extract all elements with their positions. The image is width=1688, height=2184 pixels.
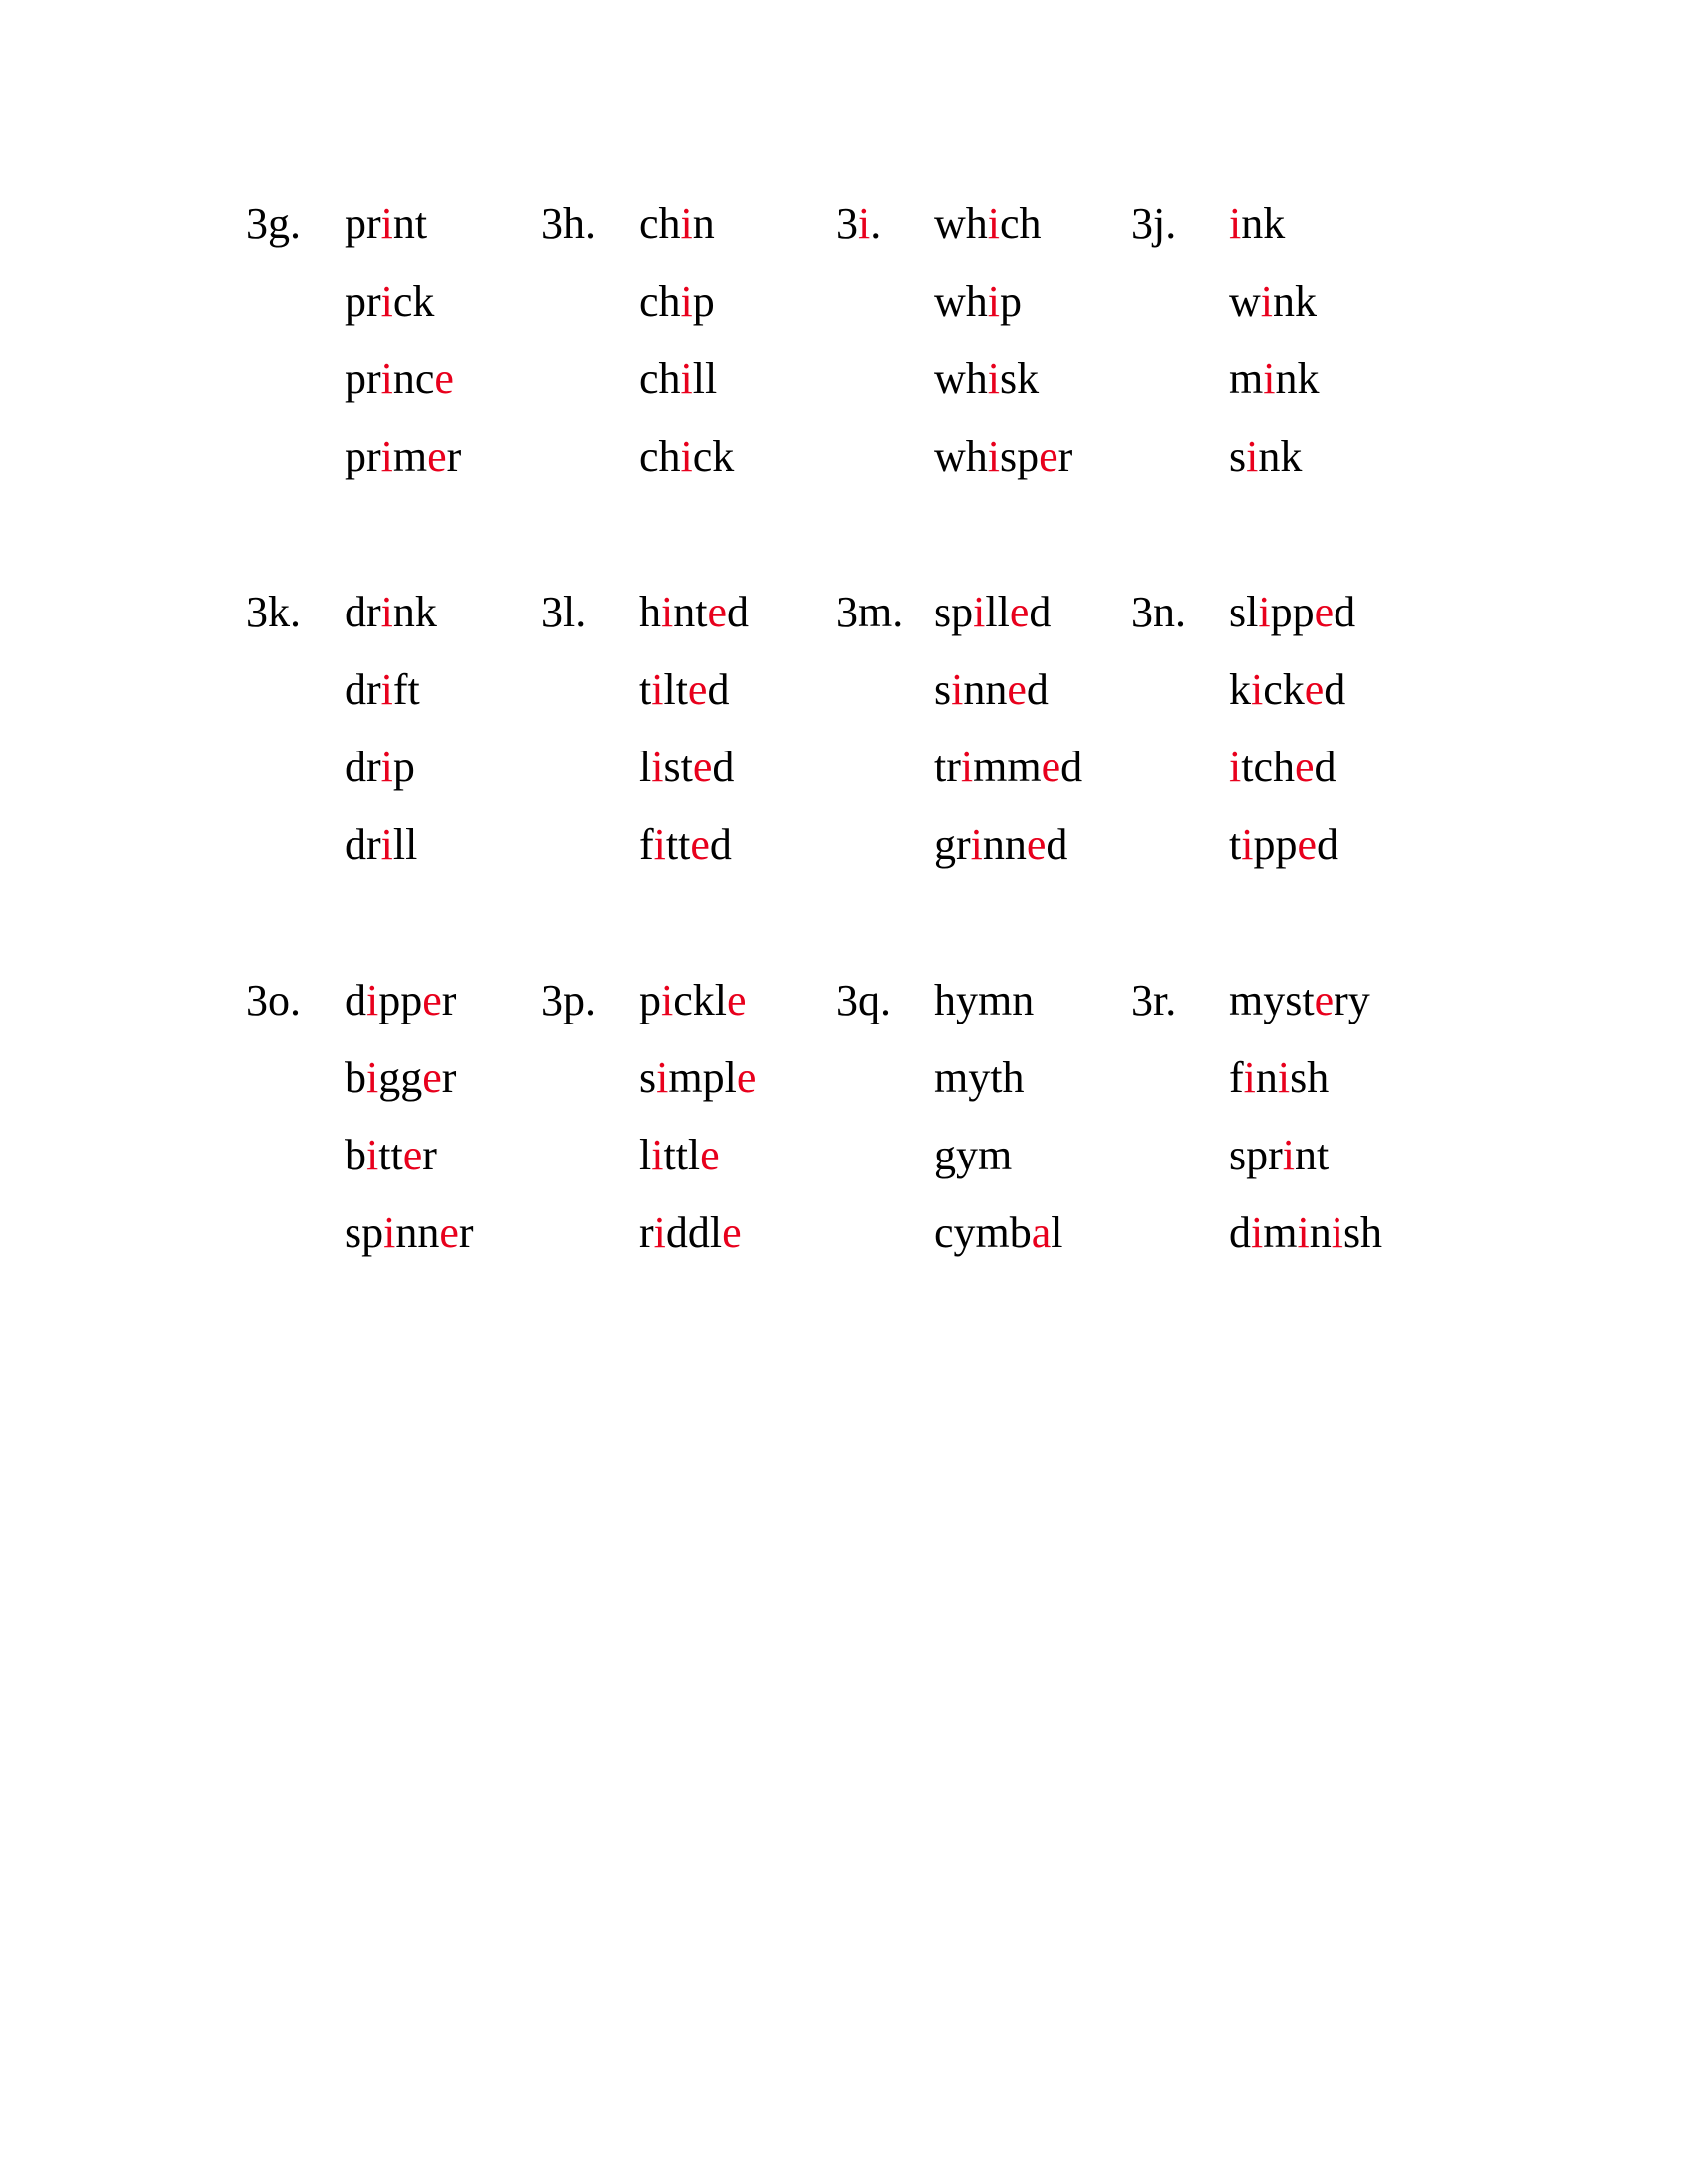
highlighted-letter: i bbox=[653, 820, 666, 869]
highlighted-letter: i bbox=[1263, 354, 1276, 403]
group-label bbox=[836, 200, 882, 248]
word bbox=[639, 432, 735, 480]
letter-group: 3q. bbox=[836, 976, 891, 1024]
letter-group: ll bbox=[392, 820, 418, 869]
letter-group: p bbox=[392, 743, 415, 791]
letter-group: nk bbox=[1258, 432, 1303, 480]
letter-group: ch bbox=[639, 354, 681, 403]
letter-group: d bbox=[707, 665, 730, 714]
word bbox=[1229, 432, 1303, 480]
letter-group: pp bbox=[378, 976, 423, 1024]
highlighted-letter: i bbox=[987, 277, 1001, 326]
letter-group: f bbox=[639, 820, 654, 869]
word bbox=[934, 588, 1052, 636]
highlighted-letter: i bbox=[1241, 820, 1254, 869]
word bbox=[639, 820, 732, 869]
group-label bbox=[541, 588, 587, 636]
letter-group: ddl bbox=[665, 1208, 723, 1257]
highlighted-letter: e bbox=[736, 1053, 757, 1102]
letter-group: d bbox=[1026, 665, 1049, 714]
letter-group: tt bbox=[378, 1131, 403, 1179]
highlighted-letter: e bbox=[422, 976, 442, 1024]
group-label bbox=[246, 588, 301, 636]
word bbox=[1229, 277, 1318, 326]
letter-group: sk bbox=[1000, 354, 1040, 403]
letter-group: sp bbox=[934, 588, 974, 636]
letter-group: r bbox=[441, 976, 457, 1024]
letter-group: r bbox=[422, 1131, 437, 1179]
highlighted-letter: i bbox=[973, 588, 986, 636]
letter-group: 3k. bbox=[246, 588, 301, 636]
letter-group: ch bbox=[639, 200, 681, 248]
highlighted-letter: i bbox=[366, 976, 379, 1024]
letter-group: wh bbox=[934, 200, 988, 248]
letter-group: mm bbox=[973, 743, 1042, 791]
highlighted-letter: e bbox=[722, 1208, 742, 1257]
group-label bbox=[541, 976, 596, 1024]
highlighted-letter: i bbox=[1243, 1053, 1256, 1102]
highlighted-letter: i bbox=[858, 200, 871, 248]
letter-group: tr bbox=[934, 743, 961, 791]
group-label bbox=[836, 588, 904, 636]
word bbox=[934, 976, 1035, 1024]
letter-group: dr bbox=[345, 665, 381, 714]
letter-group: d bbox=[1060, 743, 1083, 791]
letter-group: n bbox=[1309, 1208, 1332, 1257]
word bbox=[345, 1208, 474, 1257]
letter-group: 3o. bbox=[246, 976, 301, 1024]
letter-group: r bbox=[1057, 432, 1073, 480]
highlighted-letter: e bbox=[692, 743, 713, 791]
highlighted-letter: i bbox=[380, 277, 393, 326]
word bbox=[934, 1053, 1025, 1102]
highlighted-letter: e bbox=[439, 1208, 459, 1257]
letter-group: . bbox=[870, 200, 882, 248]
word bbox=[345, 277, 435, 326]
letter-group: b bbox=[345, 1131, 366, 1179]
letter-group: 3j. bbox=[1131, 200, 1177, 248]
letter-group: sp bbox=[1000, 432, 1040, 480]
letter-group: hymn bbox=[934, 976, 1035, 1024]
letter-group: w bbox=[1229, 277, 1261, 326]
word bbox=[345, 976, 457, 1024]
word bbox=[639, 277, 715, 326]
word bbox=[1229, 743, 1336, 791]
highlighted-letter: i bbox=[380, 743, 393, 791]
highlighted-letter: e bbox=[1039, 432, 1058, 480]
letter-group: d bbox=[727, 588, 749, 636]
letter-group: d bbox=[709, 820, 732, 869]
letter-group: ch bbox=[639, 432, 681, 480]
highlighted-letter: i bbox=[987, 432, 1001, 480]
highlighted-letter: e bbox=[1297, 820, 1317, 869]
letter-group: dr bbox=[345, 743, 381, 791]
letter-group: d bbox=[1046, 820, 1068, 869]
letter-group: m bbox=[392, 432, 428, 480]
word bbox=[345, 200, 428, 248]
letter-group: ry bbox=[1334, 976, 1370, 1024]
highlighted-letter: e bbox=[1314, 588, 1335, 636]
letter-group: d bbox=[1317, 820, 1338, 869]
highlighted-letter: e bbox=[1007, 665, 1027, 714]
letter-group: wh bbox=[934, 432, 988, 480]
letter-group: s bbox=[934, 665, 952, 714]
highlighted-letter: i bbox=[380, 588, 393, 636]
highlighted-letter: i bbox=[383, 1208, 396, 1257]
highlighted-letter: i bbox=[656, 1053, 669, 1102]
letter-group: sh bbox=[1290, 1053, 1330, 1102]
word bbox=[639, 200, 715, 248]
highlighted-letter: i bbox=[380, 665, 393, 714]
letter-group: gg bbox=[378, 1053, 423, 1102]
letter-group: 3m. bbox=[836, 588, 904, 636]
highlighted-letter: i bbox=[680, 354, 693, 403]
letter-group: ch bbox=[639, 277, 681, 326]
word bbox=[1229, 200, 1286, 248]
letter-group: wh bbox=[934, 277, 988, 326]
letter-group: 3g. bbox=[246, 200, 301, 248]
highlighted-letter: i bbox=[970, 820, 983, 869]
highlighted-letter: e bbox=[422, 1053, 442, 1102]
highlighted-letter: i bbox=[987, 354, 1001, 403]
highlighted-letter: e bbox=[427, 432, 447, 480]
letter-group: lt bbox=[663, 665, 688, 714]
highlighted-letter: e bbox=[1304, 665, 1325, 714]
letter-group: nt bbox=[673, 588, 708, 636]
letter-group: p bbox=[639, 976, 661, 1024]
letter-group: nn bbox=[395, 1208, 440, 1257]
highlighted-letter: i bbox=[1246, 432, 1259, 480]
highlighted-letter: i bbox=[680, 277, 693, 326]
highlighted-letter: e bbox=[707, 588, 727, 636]
group-label bbox=[246, 200, 301, 248]
letter-group: tch bbox=[1241, 743, 1295, 791]
highlighted-letter: i bbox=[380, 820, 393, 869]
highlighted-letter: i bbox=[366, 1131, 379, 1179]
group-label bbox=[1131, 588, 1186, 636]
letter-group: nc bbox=[392, 354, 435, 403]
word bbox=[639, 588, 749, 636]
group-label bbox=[246, 976, 301, 1024]
letter-group: k bbox=[1229, 665, 1251, 714]
letter-group: d bbox=[345, 976, 366, 1024]
word bbox=[639, 1131, 720, 1179]
letter-group: l bbox=[1051, 1208, 1063, 1257]
letter-group: sl bbox=[1229, 588, 1259, 636]
highlighted-letter: e bbox=[434, 354, 454, 403]
letter-group: d bbox=[712, 743, 735, 791]
word bbox=[639, 354, 718, 403]
letter-group: 3r. bbox=[1131, 976, 1177, 1024]
letter-group: 3n. bbox=[1131, 588, 1186, 636]
highlighted-letter: e bbox=[687, 665, 708, 714]
highlighted-letter: i bbox=[380, 432, 393, 480]
letter-group: p bbox=[692, 277, 715, 326]
highlighted-letter: i bbox=[1331, 1208, 1343, 1257]
letter-group: d bbox=[1324, 665, 1346, 714]
highlighted-letter: i bbox=[1229, 200, 1242, 248]
letter-group: 3h. bbox=[541, 200, 596, 248]
letter-group: p bbox=[1000, 277, 1023, 326]
word bbox=[345, 743, 415, 791]
word bbox=[639, 665, 730, 714]
letter-group: pp bbox=[1270, 588, 1315, 636]
highlighted-letter: i bbox=[1258, 588, 1271, 636]
highlighted-letter: i bbox=[1282, 1131, 1296, 1179]
highlighted-letter: i bbox=[951, 665, 964, 714]
highlighted-letter: e bbox=[690, 820, 710, 869]
highlighted-letter: i bbox=[1251, 665, 1264, 714]
highlighted-letter: i bbox=[651, 665, 664, 714]
letter-group: nk bbox=[1241, 200, 1286, 248]
letter-group: nt bbox=[392, 200, 428, 248]
word bbox=[345, 665, 420, 714]
word bbox=[639, 1053, 757, 1102]
word bbox=[345, 432, 462, 480]
word bbox=[934, 1208, 1063, 1257]
letter-group: cymb bbox=[934, 1208, 1032, 1257]
highlighted-letter: e bbox=[1314, 976, 1335, 1024]
word bbox=[934, 820, 1068, 869]
word bbox=[1229, 820, 1338, 869]
letter-group: ch bbox=[1000, 200, 1042, 248]
letter-group: pr bbox=[345, 432, 381, 480]
highlighted-letter: i bbox=[680, 432, 693, 480]
highlighted-letter: e bbox=[402, 1131, 423, 1179]
word bbox=[345, 1053, 457, 1102]
letter-group: 3l. bbox=[541, 588, 587, 636]
word bbox=[345, 354, 454, 403]
highlighted-letter: i bbox=[661, 976, 674, 1024]
word bbox=[1229, 1053, 1330, 1102]
letter-group: f bbox=[1229, 1053, 1244, 1102]
letter-group: pp bbox=[1253, 820, 1298, 869]
letter-group: ck bbox=[392, 277, 435, 326]
letter-group: myst bbox=[1229, 976, 1315, 1024]
highlighted-letter: e bbox=[1041, 743, 1061, 791]
letter-group: r bbox=[458, 1208, 474, 1257]
highlighted-letter: e bbox=[1026, 820, 1047, 869]
letter-group: ft bbox=[392, 665, 420, 714]
letter-group: r bbox=[441, 1053, 457, 1102]
letter-group: wh bbox=[934, 354, 988, 403]
word bbox=[345, 588, 437, 636]
letter-group: 3 bbox=[836, 200, 858, 248]
highlighted-letter: i bbox=[651, 743, 664, 791]
word bbox=[934, 1131, 1013, 1179]
group-label bbox=[836, 976, 891, 1024]
highlighted-letter: i bbox=[661, 588, 674, 636]
letter-group: nk bbox=[1275, 354, 1320, 403]
word bbox=[639, 976, 747, 1024]
letter-group: d bbox=[1029, 588, 1052, 636]
word bbox=[934, 200, 1042, 248]
letter-group: s bbox=[639, 1053, 657, 1102]
highlighted-letter: i bbox=[366, 1053, 379, 1102]
letter-group: t bbox=[1229, 820, 1242, 869]
highlighted-letter: i bbox=[1260, 277, 1274, 326]
letter-group: m bbox=[1263, 1208, 1298, 1257]
letter-group: pr bbox=[345, 277, 381, 326]
highlighted-letter: e bbox=[727, 976, 747, 1024]
letter-group: 3p. bbox=[541, 976, 596, 1024]
word bbox=[1229, 354, 1320, 403]
letter-group: tt bbox=[665, 820, 691, 869]
letter-group: nt bbox=[1295, 1131, 1330, 1179]
letter-group: d bbox=[1314, 743, 1336, 791]
letter-group: ll bbox=[692, 354, 718, 403]
letter-group: spr bbox=[1229, 1131, 1283, 1179]
letter-group: l bbox=[639, 743, 652, 791]
letter-group: n bbox=[1255, 1053, 1278, 1102]
highlighted-letter: i bbox=[1277, 1053, 1291, 1102]
letter-group: n bbox=[692, 200, 715, 248]
letter-group: dr bbox=[345, 820, 381, 869]
word bbox=[1229, 1208, 1383, 1257]
letter-group: ck bbox=[1263, 665, 1305, 714]
letter-group: pr bbox=[345, 354, 381, 403]
word bbox=[934, 277, 1023, 326]
word bbox=[639, 1208, 742, 1257]
letter-group: nn bbox=[963, 665, 1008, 714]
letter-group: r bbox=[639, 1208, 654, 1257]
letter-group: d bbox=[1334, 588, 1356, 636]
letter-group: t bbox=[639, 665, 652, 714]
letter-group: pr bbox=[345, 200, 381, 248]
word bbox=[934, 432, 1073, 480]
letter-group: ck bbox=[692, 432, 735, 480]
word bbox=[1229, 665, 1346, 714]
letter-group: l bbox=[639, 1131, 652, 1179]
letter-group: sp bbox=[345, 1208, 384, 1257]
word bbox=[639, 743, 735, 791]
letter-group: r bbox=[446, 432, 462, 480]
letter-group: dr bbox=[345, 588, 381, 636]
highlighted-letter: e bbox=[700, 1131, 720, 1179]
highlighted-letter: i bbox=[653, 1208, 666, 1257]
group-label bbox=[1131, 976, 1177, 1024]
word bbox=[345, 1131, 437, 1179]
highlighted-letter: i bbox=[960, 743, 974, 791]
letter-group: h bbox=[639, 588, 661, 636]
highlighted-letter: i bbox=[680, 200, 693, 248]
group-label bbox=[1131, 200, 1177, 248]
highlighted-letter: i bbox=[1297, 1208, 1310, 1257]
letter-group: nn bbox=[982, 820, 1027, 869]
word bbox=[345, 820, 418, 869]
letter-group: st bbox=[663, 743, 693, 791]
word bbox=[934, 665, 1049, 714]
word bbox=[934, 354, 1040, 403]
highlighted-letter: i bbox=[651, 1131, 664, 1179]
highlighted-letter: i bbox=[380, 200, 393, 248]
letter-group: nk bbox=[1273, 277, 1318, 326]
word bbox=[1229, 976, 1370, 1024]
letter-group: ll bbox=[985, 588, 1010, 636]
letter-group: sh bbox=[1342, 1208, 1383, 1257]
letter-group: m bbox=[1229, 354, 1264, 403]
highlighted-letter: a bbox=[1031, 1208, 1052, 1257]
letter-group: s bbox=[1229, 432, 1247, 480]
letter-group: d bbox=[1229, 1208, 1251, 1257]
letter-group: ttl bbox=[663, 1131, 701, 1179]
highlighted-letter: e bbox=[1009, 588, 1030, 636]
highlighted-letter: i bbox=[1229, 743, 1242, 791]
highlighted-letter: i bbox=[380, 354, 393, 403]
word bbox=[1229, 1131, 1330, 1179]
group-label bbox=[541, 200, 596, 248]
highlighted-letter: e bbox=[1295, 743, 1315, 791]
letter-group: mpl bbox=[668, 1053, 737, 1102]
letter-group: gr bbox=[934, 820, 971, 869]
word bbox=[934, 743, 1083, 791]
highlighted-letter: i bbox=[987, 200, 1001, 248]
letter-group: nk bbox=[392, 588, 437, 636]
word bbox=[1229, 588, 1356, 636]
highlighted-letter: i bbox=[1251, 1208, 1264, 1257]
letter-group: myth bbox=[934, 1053, 1025, 1102]
letter-group: b bbox=[345, 1053, 366, 1102]
letter-group: ckl bbox=[673, 976, 727, 1024]
letter-group: gym bbox=[934, 1131, 1013, 1179]
